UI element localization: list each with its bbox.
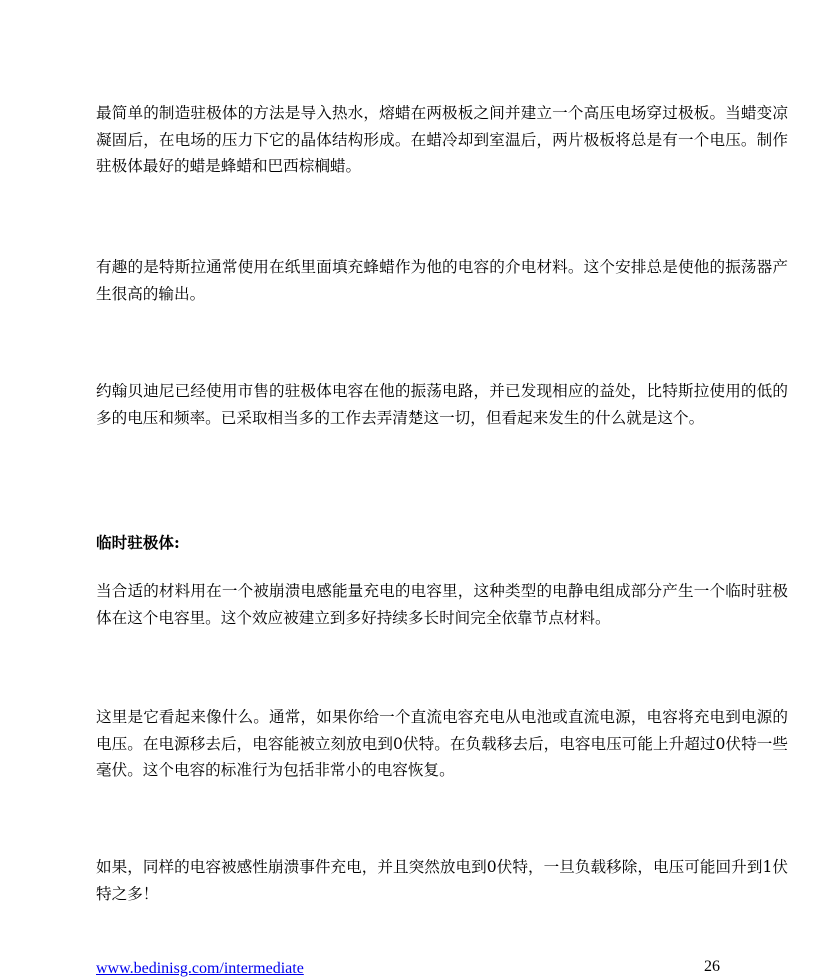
section-heading-temporary-electret: 临时驻极体: [96,533,180,552]
paragraph-electret-wax-method: 最简单的制造驻极体的方法是导入热水，熔蜡在两极板之间并建立一个高压电场穿过极板。当蜡变凉凝固后，在电场的压力下它的晶体结构形成。在蜡冷却到室温后，两片极板将总是有一个电压。制作驻极体最好的蜡是蜂蜡和巴西棕榈蜡。 [96,104,788,175]
paragraph-bedini-electret-capacitor: 约翰贝迪尼已经使用市售的驻极体电容在他的振荡电路，并已发现相应的益处，比特斯拉使用的低的多的电压和频率。已采取相当多的工作去弄清楚这一切，但看起来发生的什么就是这个。 [96,382,788,427]
paragraph-tesla-beeswax: 有趣的是特斯拉通常使用在纸里面填充蜂蜡作为他的电容的介电材料。这个安排总是使他的振荡器产生很高的输出。 [96,258,788,303]
footer-website-link[interactable]: www.bedinisg.com/intermediate [96,960,304,977]
paragraph-dc-capacitor-behavior: 这里是它看起来像什么。通常，如果你给一个直流电容充电从电池或直流电源，电容将充电到电源的电压。在电源移去后，电容能被立刻放电到0伏特。在负载移去后，电容电压可能上升超过0伏特一些毫伏。这个电容的标准行为包括非常小的电容恢复。 [96,708,788,779]
paragraph-inductive-collapse-recovery: 如果，同样的电容被感性崩溃事件充电，并且突然放电到0伏特，一旦负载移除，电压可能回升到1伏特之多！ [96,858,788,903]
paragraph-temporary-electret-intro: 当合适的材料用在一个被崩溃电感能量充电的电容里，这种类型的电静电组成部分产生一个临时驻极体在这个电容里。这个效应被建立到多好持续多长时间完全依靠节点材料。 [96,582,788,627]
page-number: 26 [704,958,720,975]
